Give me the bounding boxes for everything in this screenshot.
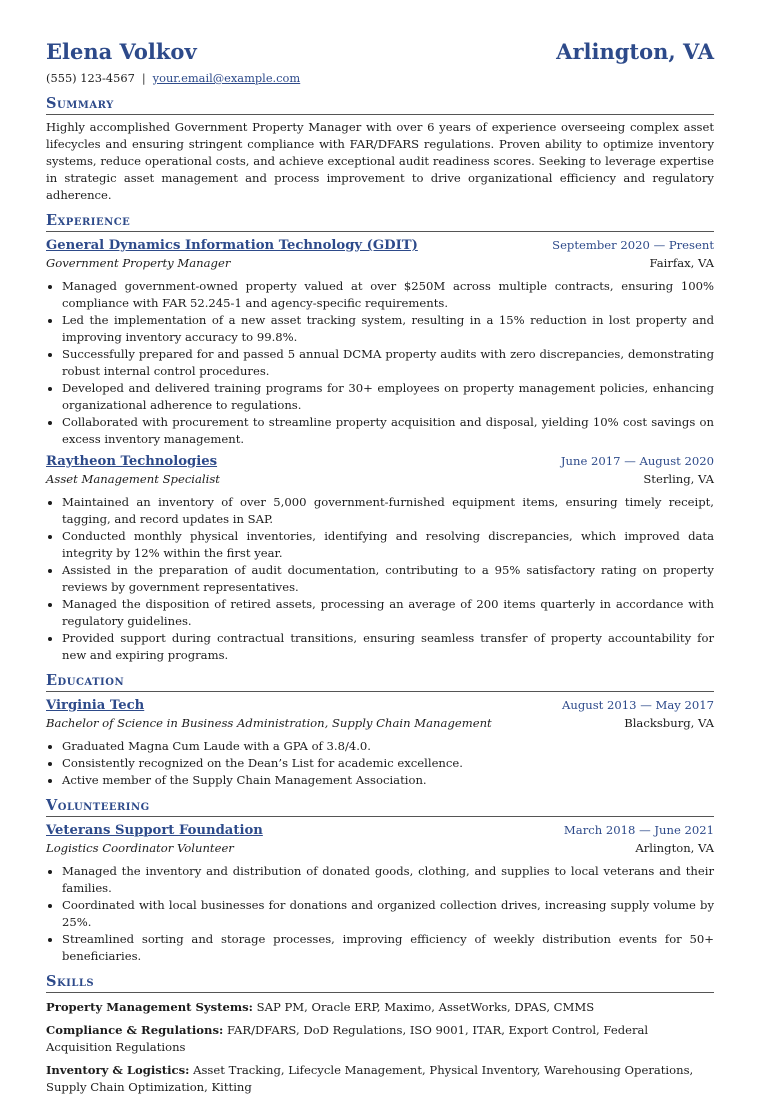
- volunteer-list: [46, 863, 714, 965]
- job-title: Government Property Manager: [46, 256, 231, 270]
- skills-heading: Skills: [46, 972, 714, 993]
- experience-heading: Experience: [46, 211, 714, 232]
- achievement-list: [46, 278, 714, 448]
- contact-line: [46, 70, 714, 87]
- achievement-item: • Conducted monthly physical inventories, identifying and resolving discrepancies, which improved data integrity by 12% within the first year.: [62, 528, 714, 562]
- volunteer-org-name[interactable]: Veterans Support Foundation: [46, 823, 263, 838]
- skill-category: Compliance & Regulations:: [46, 1023, 224, 1037]
- job-location: Fairfax, VA: [649, 256, 714, 270]
- achievement-item: • Led the implementation of a new asset tracking system, resulting in a 15% reduction in lost property and improving inventory accuracy to 99.8%.: [62, 312, 714, 346]
- degree-title: Bachelor of Science in Business Administration, Supply Chain Management: [46, 716, 492, 730]
- skill-values: SAP PM, Oracle ERP, Maximo, AssetWorks, DPAS, CMMS: [256, 1000, 595, 1014]
- volunteer-dates: March 2018 — June 2021: [563, 823, 714, 837]
- employment-dates: June 2017 — August 2020: [560, 454, 714, 468]
- phone-number: (555) 123-4567: [46, 71, 135, 85]
- skill-category: Property Management Systems:: [46, 1000, 253, 1014]
- achievement-item: • Managed government-owned property valued at over $250M across multiple contracts, ensuring 100% compliance with FAR 52.245-1 and agency-specific requirements.: [62, 278, 714, 312]
- summary-heading: Summary: [46, 94, 714, 115]
- summary-text: Highly accomplished Government Property Manager with over 6 years of experience overseeing complex asset lifecycles and ensuring stringent compliance with FAR/DFARS regulations. Proven ability to optimize inventory systems, reduce operational costs, and achieve exceptional audit readiness scores. Seeking to leverage expertise in strategic asset management and process improvement to drive organizational efficiency and regulatory adherence.: [46, 120, 714, 202]
- education-highlights: [46, 738, 714, 789]
- volunteering-heading: Volunteering: [46, 796, 714, 817]
- education-item: • Consistently recognized on the Dean’s List for academic excellence.: [62, 755, 714, 772]
- volunteer-item: • Managed the inventory and distribution of donated goods, clothing, and supplies to local veterans and their families.: [62, 863, 714, 897]
- resume-header: [46, 38, 714, 66]
- volunteer-item: • Coordinated with local businesses for donations and organized collection drives, increasing supply volume by 25%.: [62, 897, 714, 931]
- achievement-list: [46, 494, 714, 664]
- volunteer-entry: [46, 821, 714, 965]
- school-location: Blacksburg, VA: [624, 716, 714, 730]
- achievement-item: • Provided support during contractual transitions, ensuring seamless transfer of property accountability for new and expiring programs.: [62, 630, 714, 664]
- skill-category: Inventory & Logistics:: [46, 1063, 190, 1077]
- education-item: • Graduated Magna Cum Laude with a GPA of 3.8/4.0.: [62, 738, 714, 755]
- employer-name[interactable]: General Dynamics Information Technology (GDIT): [46, 238, 418, 253]
- achievement-item: • Assisted in the preparation of audit documentation, contributing to a 95% satisfactory rating on property reviews by government representatives.: [62, 562, 714, 596]
- achievement-item: • Successfully prepared for and passed 5 annual DCMA property audits with zero discrepancies, demonstrating robust internal control procedures.: [62, 346, 714, 380]
- education-entry: [46, 696, 714, 789]
- education-item: • Active member of the Supply Chain Management Association.: [62, 772, 714, 789]
- job-location: Sterling, VA: [643, 472, 714, 486]
- achievement-item: • Developed and delivered training programs for 30+ employees on property management policies, enhancing organizational adherence to regulations.: [62, 380, 714, 414]
- volunteer-item: • Streamlined sorting and storage processes, improving efficiency of weekly distribution events for 50+ beneficiaries.: [62, 931, 714, 965]
- school-name[interactable]: Virginia Tech: [46, 698, 145, 713]
- experience-entry: [46, 236, 714, 448]
- volunteer-location: Arlington, VA: [635, 841, 714, 855]
- email-link[interactable]: your.email@example.com: [152, 71, 301, 85]
- skill-values: FAR/DFARS, DoD Regulations, ISO 9001, ITAR, Export Control, Federal Acquisition Regulations: [46, 1023, 649, 1054]
- employer-name[interactable]: Raytheon Technologies: [46, 454, 218, 469]
- experience-entry: [46, 452, 714, 664]
- achievement-item: • Collaborated with procurement to streamline property acquisition and disposal, yielding 10% cost savings on excess inventory management.: [62, 414, 714, 448]
- achievement-item: • Maintained an inventory of over 5,000 government-furnished equipment items, ensuring timely receipt, tagging, and record updates in SAP.: [62, 494, 714, 528]
- skill-group: [46, 999, 714, 1016]
- candidate-location: Arlington, VA: [556, 39, 714, 64]
- education-heading: Education: [46, 671, 714, 692]
- skill-values: Asset Tracking, Lifecycle Management, Physical Inventory, Warehousing Operations, Supply Chain Optimization, Kitting: [46, 1063, 694, 1094]
- job-title: Asset Management Specialist: [46, 472, 220, 486]
- employment-dates: September 2020 — Present: [552, 238, 714, 252]
- skill-group: [46, 1022, 714, 1056]
- skill-group: [46, 1062, 714, 1096]
- candidate-name: Elena Volkov: [46, 39, 197, 64]
- education-dates: August 2013 — May 2017: [561, 698, 714, 712]
- volunteer-role: Logistics Coordinator Volunteer: [46, 841, 234, 855]
- contact-separator: |: [141, 71, 146, 85]
- achievement-item: • Managed the disposition of retired assets, processing an average of 200 items quarterly in accordance with regulatory guidelines.: [62, 596, 714, 630]
